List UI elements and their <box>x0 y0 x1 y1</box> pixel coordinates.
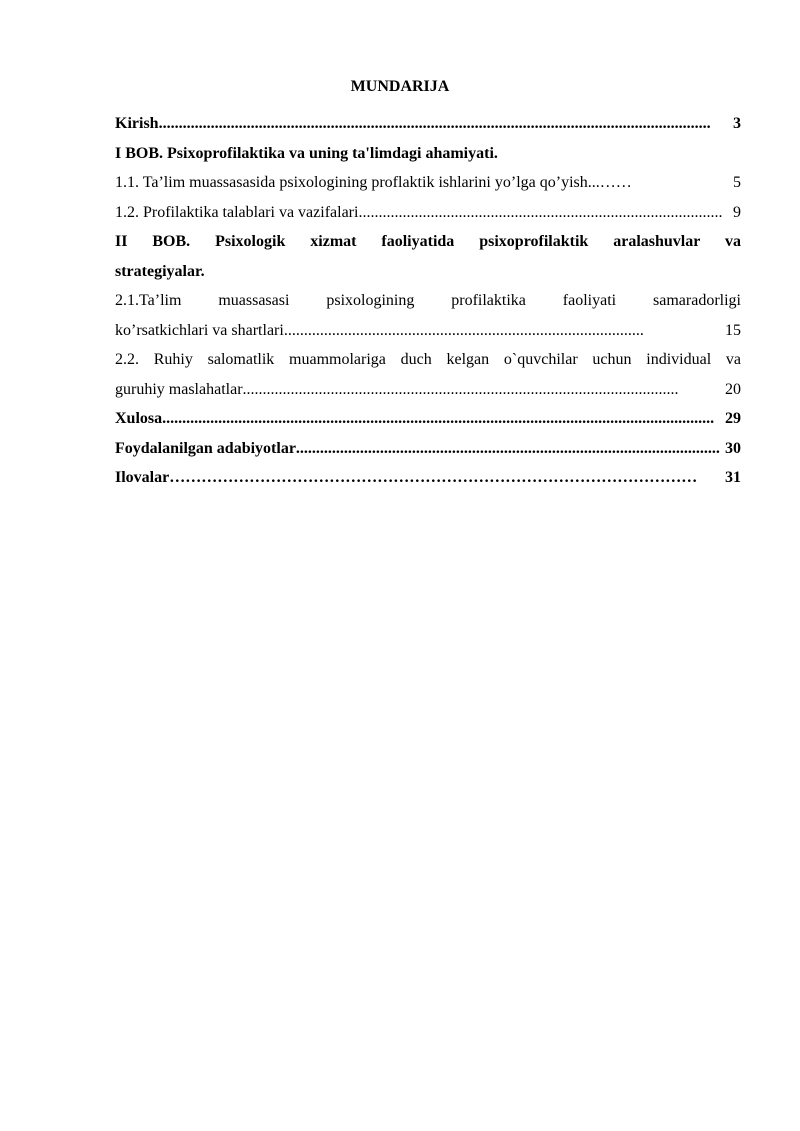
table-of-contents <box>115 109 741 493</box>
toc-entry-1-2[interactable] <box>115 198 741 228</box>
toc-entry-title: guruhiy maslahatlar <box>115 380 243 398</box>
toc-page-number: 29 <box>725 410 741 427</box>
toc-page-number: 15 <box>725 321 741 339</box>
toc-entry-title-line-1: 2.2. Ruhiy salomatlik muammolariga duch kelgan o`quvchilar uchun individual va <box>115 351 741 368</box>
toc-page-number: 31 <box>725 469 741 486</box>
toc-entry-title: ko’rsatkichlari va shartlari <box>115 321 284 339</box>
toc-page-number: 9 <box>733 203 741 221</box>
toc-page-number: 3 <box>733 115 741 132</box>
toc-entry-adabiyotlar[interactable] <box>115 434 741 464</box>
toc-leader-dots: .......................................................................................................................................... <box>162 410 715 427</box>
toc-leader-dots: ……………………………………………………………………………………… <box>169 469 698 486</box>
toc-entry-title: I BOB. Psixoprofilaktika va uning ta'limdagi ahamiyati. <box>115 144 498 162</box>
toc-entry-ilovalar[interactable] <box>115 463 741 493</box>
toc-entry-1-1[interactable] <box>115 168 741 198</box>
toc-page-number: 30 <box>725 439 741 457</box>
toc-leader-dots: ...…… <box>587 174 632 191</box>
toc-leader-dots: ............................................................................................................. <box>242 380 679 398</box>
toc-entry-title: 1.1. Ta’lim muassasasida psixologining proflaktik ishlarini yo’lga qo’yish <box>115 174 588 191</box>
toc-leader-dots: .......................................................................................... <box>283 321 644 339</box>
toc-chapter-1-heading[interactable] <box>115 139 741 169</box>
toc-entry-title: Xulosa <box>115 410 163 427</box>
toc-page-number: 5 <box>733 174 741 191</box>
toc-entry-title: Foydalanilgan adabiyotlar <box>115 439 296 457</box>
toc-entry-xulosa[interactable] <box>115 404 741 434</box>
toc-title: MUNDARIJA <box>350 78 450 95</box>
toc-leader-dots: .......................................................................................................................................... <box>158 115 711 132</box>
toc-entry-2-2[interactable] <box>115 345 741 404</box>
toc-entry-title-line-1: II BOB. Psixologik xizmat faoliyatida psixoprofilaktik aralashuvlar va <box>115 233 741 250</box>
toc-entry-kirish[interactable] <box>115 109 741 139</box>
toc-entry-title: Ilovalar <box>115 469 170 486</box>
toc-entry-title-line-1: 2.1.Ta’lim muassasasi psixologining profilaktika faoliyati samaradorligi <box>115 292 741 309</box>
toc-leader-dots: .......................................................................................................... <box>295 439 720 457</box>
toc-leader-dots: .......................................................................................... <box>362 203 723 221</box>
toc-entry-title: Kirish <box>115 115 159 132</box>
toc-entry-title-line-2: strategiyalar. <box>115 262 205 280</box>
toc-entry-title: 1.2. Profilaktika talablari va vazifalari. <box>115 203 363 221</box>
toc-entry-2-1[interactable] <box>115 286 741 345</box>
toc-page-number: 20 <box>725 380 741 398</box>
toc-chapter-2-heading[interactable] <box>115 227 741 286</box>
